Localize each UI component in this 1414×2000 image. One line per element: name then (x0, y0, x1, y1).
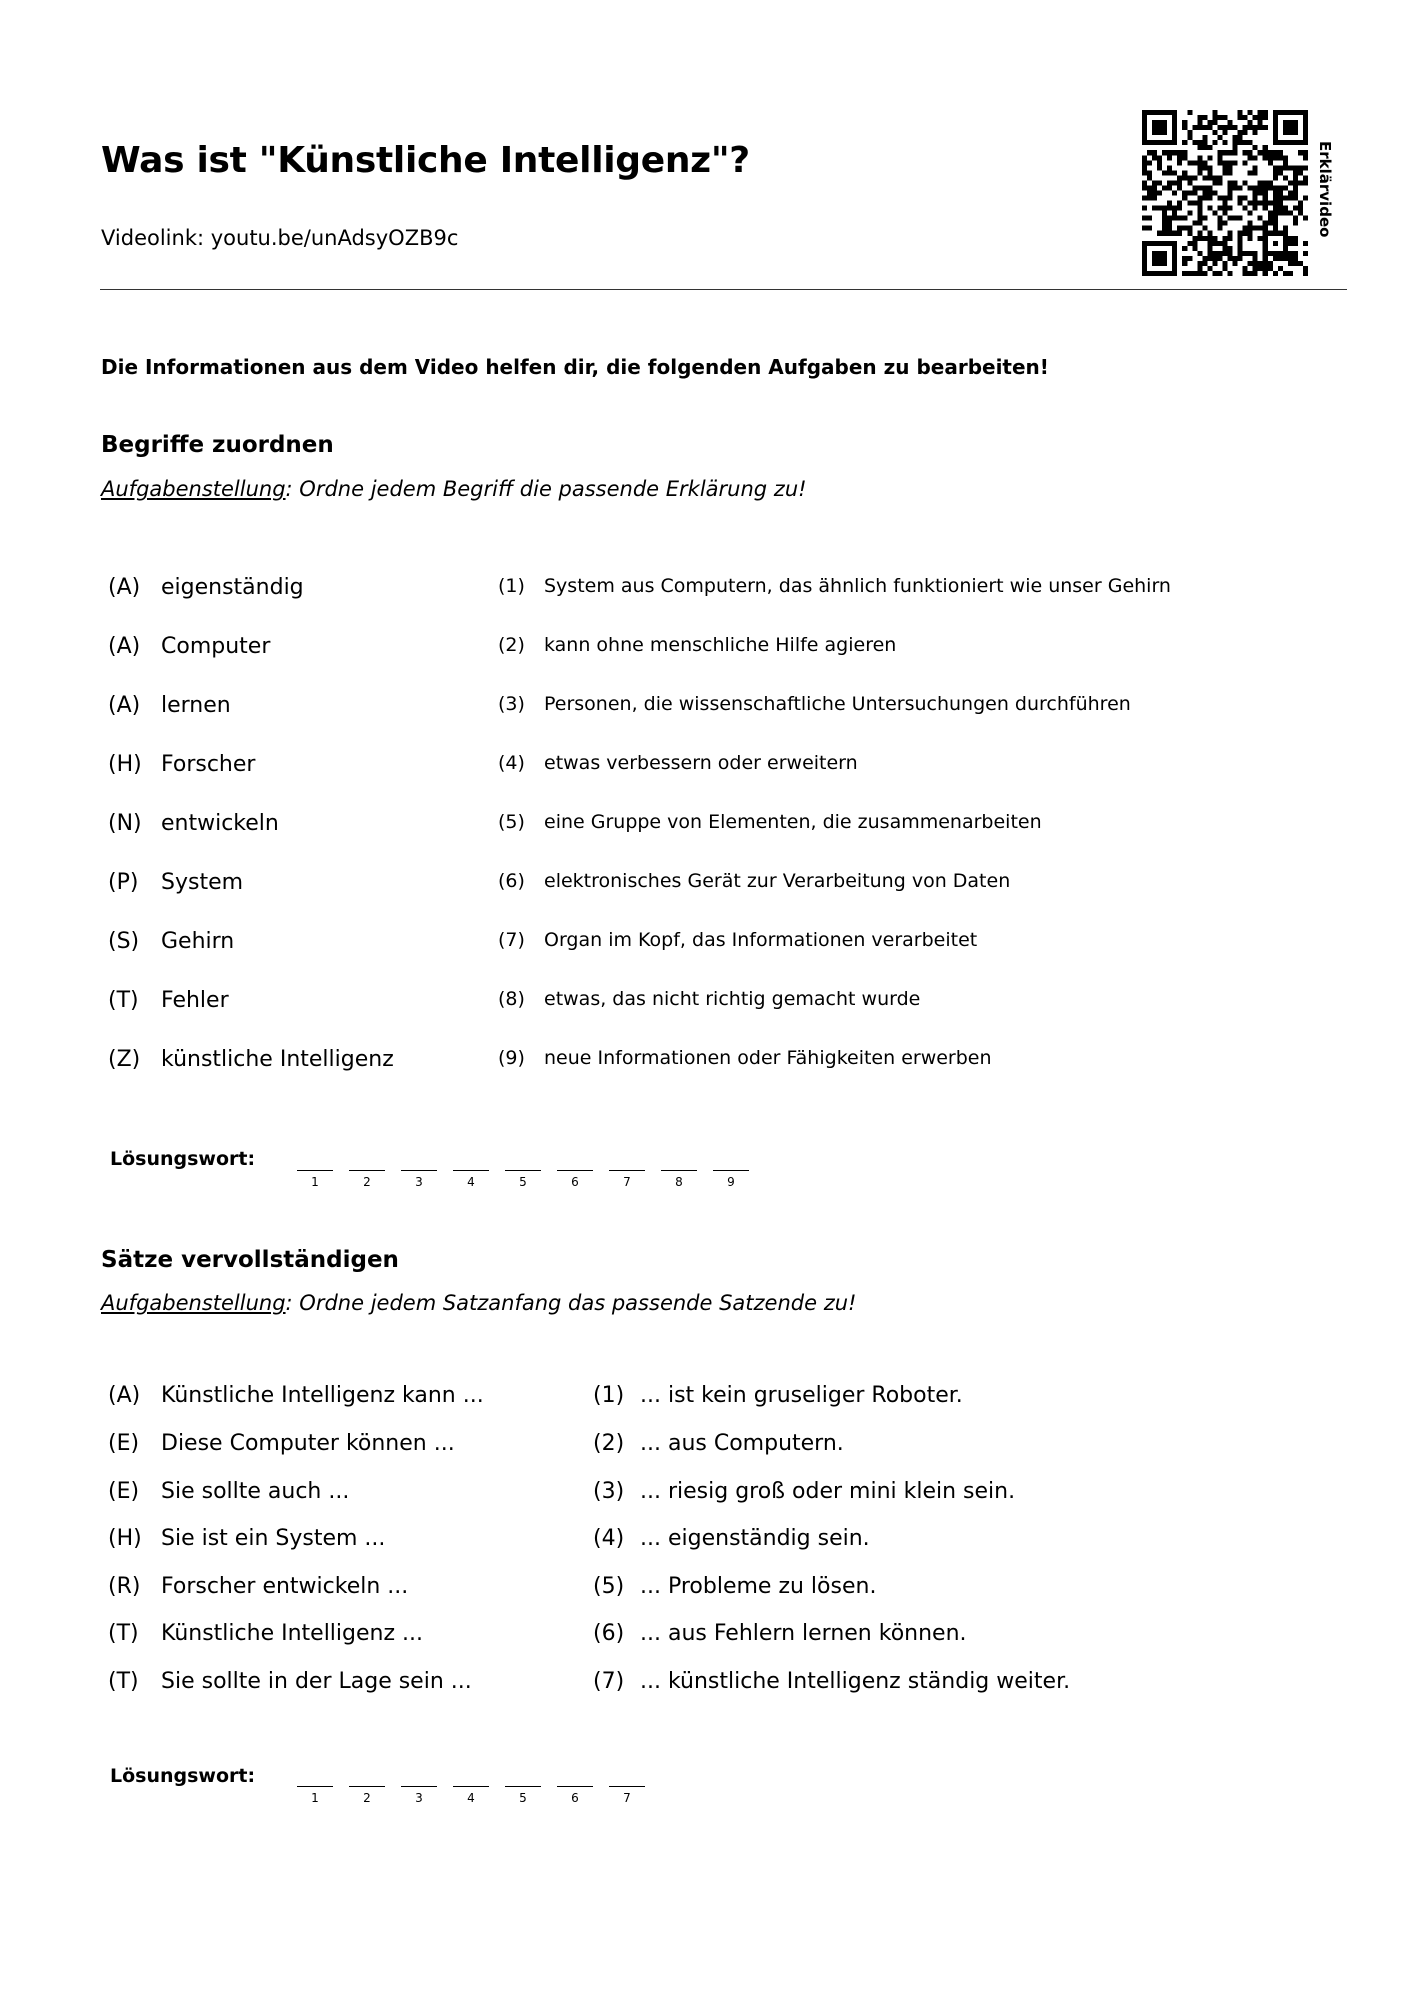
page-title: Was ist "Künstliche Intelligenz"? (101, 140, 750, 181)
solution-blank-number: 7 (623, 1791, 631, 1805)
list-item (108, 1526, 1308, 1558)
term-text: lernen (161, 693, 231, 718)
list-item (108, 575, 1308, 607)
definition-text: Organ im Kopf, das Informationen verarbeitet (544, 929, 978, 951)
definition-number: (1) (498, 575, 525, 597)
definition-text: etwas, das nicht richtig gemacht wurde (544, 988, 921, 1010)
list-item (108, 634, 1308, 666)
list-item (108, 1479, 1308, 1511)
definition-text: System aus Computern, das ähnlich funktioniert wie unser Gehirn (544, 575, 1171, 597)
solution-blank[interactable] (297, 1170, 333, 1171)
definition-text: kann ohne menschliche Hilfe agieren (544, 634, 897, 656)
solution-blank-number: 7 (623, 1175, 631, 1189)
section2-task (101, 1291, 856, 1315)
ending-text: ... ist kein gruseliger Roboter. (640, 1383, 963, 1408)
definition-number: (5) (498, 811, 525, 833)
ending-number: (1) (593, 1383, 625, 1408)
ending-text: ... riesig groß oder mini klein sein. (640, 1479, 1016, 1504)
solution-blank[interactable] (609, 1170, 645, 1171)
term-text: entwickeln (161, 811, 279, 836)
solution-blank[interactable] (557, 1170, 593, 1171)
definition-text: elektronisches Gerät zur Verarbeitung von Daten (544, 870, 1011, 892)
term-letter: (N) (108, 811, 142, 836)
solution-label: Lösungswort: (110, 1765, 256, 1787)
list-item (108, 1047, 1308, 1079)
ending-text: ... künstliche Intelligenz ständig weiter. (640, 1669, 1071, 1694)
ending-number: (2) (593, 1431, 625, 1456)
list-item (108, 1383, 1308, 1415)
start-text: Sie sollte auch ... (161, 1479, 350, 1504)
term-letter: (Z) (108, 1047, 141, 1072)
list-item (108, 1669, 1308, 1701)
section1-task (101, 477, 807, 501)
definition-number: (2) (498, 634, 525, 656)
term-letter: (T) (108, 988, 139, 1013)
definition-number: (8) (498, 988, 525, 1010)
solution-blank-number: 2 (363, 1791, 371, 1805)
start-letter: (R) (108, 1574, 141, 1599)
term-text: Fehler (161, 988, 229, 1013)
ending-text: ... aus Fehlern lernen können. (640, 1621, 967, 1646)
solution-blank[interactable] (557, 1786, 593, 1787)
start-letter: (T) (108, 1621, 139, 1646)
task-label: Aufgabenstellung (101, 1291, 286, 1315)
term-text: eigenständig (161, 575, 304, 600)
ending-text: ... eigenständig sein. (640, 1526, 870, 1551)
definition-text: eine Gruppe von Elementen, die zusammenarbeiten (544, 811, 1042, 833)
solution-blank-number: 6 (571, 1175, 579, 1189)
qr-label: Erklärvideo (1316, 141, 1334, 238)
term-text: Gehirn (161, 929, 235, 954)
solution-blank[interactable] (297, 1786, 333, 1787)
solution-blank[interactable] (453, 1170, 489, 1171)
list-item (108, 752, 1308, 784)
term-letter: (P) (108, 870, 139, 895)
solution-blank-number: 8 (675, 1175, 683, 1189)
solution-blank[interactable] (349, 1170, 385, 1171)
ending-number: (5) (593, 1574, 625, 1599)
list-item (108, 1574, 1308, 1606)
solution-blank[interactable] (349, 1786, 385, 1787)
solution-blank-number: 5 (519, 1175, 527, 1189)
start-text: Künstliche Intelligenz ... (161, 1621, 423, 1646)
ending-number: (6) (593, 1621, 625, 1646)
definition-number: (6) (498, 870, 525, 892)
start-text: Sie sollte in der Lage sein ... (161, 1669, 472, 1694)
solution-blank-number: 1 (311, 1175, 319, 1189)
start-letter: (H) (108, 1526, 142, 1551)
solution-blank-number: 2 (363, 1175, 371, 1189)
section1-heading: Begriffe zuordnen (101, 432, 334, 458)
start-text: Diese Computer können ... (161, 1431, 455, 1456)
solution-blank[interactable] (713, 1170, 749, 1171)
solution-blank-number: 4 (467, 1175, 475, 1189)
term-text: System (161, 870, 244, 895)
solution-blank-number: 5 (519, 1791, 527, 1805)
start-text: Künstliche Intelligenz kann ... (161, 1383, 484, 1408)
definition-number: (7) (498, 929, 525, 951)
list-item (108, 988, 1308, 1020)
solution-blank-number: 9 (727, 1175, 735, 1189)
term-text: Computer (161, 634, 271, 659)
solution-blank[interactable] (505, 1786, 541, 1787)
solution-blank[interactable] (609, 1786, 645, 1787)
start-letter: (A) (108, 1383, 141, 1408)
definition-text: neue Informationen oder Fähigkeiten erwerben (544, 1047, 992, 1069)
term-letter: (A) (108, 693, 141, 718)
term-text: künstliche Intelligenz (161, 1047, 394, 1072)
solution-blank-number: 4 (467, 1791, 475, 1805)
ending-number: (7) (593, 1669, 625, 1694)
solution-blank[interactable] (661, 1170, 697, 1171)
solution-blank[interactable] (401, 1170, 437, 1171)
solution-blank-number: 3 (415, 1791, 423, 1805)
list-item (108, 870, 1308, 902)
solution-blank[interactable] (505, 1170, 541, 1171)
start-text: Forscher entwickeln ... (161, 1574, 409, 1599)
definition-number: (3) (498, 693, 525, 715)
video-link[interactable]: Videolink: youtu.be/unAdsyOZB9c (101, 226, 459, 250)
task-text: : Ordne jedem Begriff die passende Erklärung zu! (285, 477, 807, 501)
ending-text: ... Probleme zu lösen. (640, 1574, 877, 1599)
list-item (108, 1431, 1308, 1463)
solution-blank[interactable] (401, 1786, 437, 1787)
start-letter: (T) (108, 1669, 139, 1694)
definition-number: (4) (498, 752, 525, 774)
definition-text: Personen, die wissenschaftliche Untersuchungen durchführen (544, 693, 1131, 715)
ending-number: (3) (593, 1479, 625, 1504)
section2-heading: Sätze vervollständigen (101, 1247, 399, 1273)
solution-blank-number: 6 (571, 1791, 579, 1805)
qr-code (1142, 110, 1308, 276)
task-text: : Ordne jedem Satzanfang das passende Satzende zu! (285, 1291, 857, 1315)
header-divider (100, 289, 1347, 290)
ending-number: (4) (593, 1526, 625, 1551)
list-item (108, 693, 1308, 725)
term-letter: (A) (108, 634, 141, 659)
solution-blank-number: 3 (415, 1175, 423, 1189)
start-letter: (E) (108, 1479, 140, 1504)
term-text: Forscher (161, 752, 256, 777)
solution-blank-number: 1 (311, 1791, 319, 1805)
start-text: Sie ist ein System ... (161, 1526, 386, 1551)
list-item (108, 1621, 1308, 1653)
start-letter: (E) (108, 1431, 140, 1456)
definition-number: (9) (498, 1047, 525, 1069)
ending-text: ... aus Computern. (640, 1431, 844, 1456)
term-letter: (S) (108, 929, 140, 954)
term-letter: (H) (108, 752, 142, 777)
solution-label: Lösungswort: (110, 1148, 256, 1170)
definition-text: etwas verbessern oder erweitern (544, 752, 858, 774)
intro-text: Die Informationen aus dem Video helfen dir, die folgenden Aufgaben zu bearbeiten! (101, 355, 1049, 379)
solution-blank[interactable] (453, 1786, 489, 1787)
task-label: Aufgabenstellung (101, 477, 286, 501)
term-letter: (A) (108, 575, 141, 600)
list-item (108, 811, 1308, 843)
list-item (108, 929, 1308, 961)
